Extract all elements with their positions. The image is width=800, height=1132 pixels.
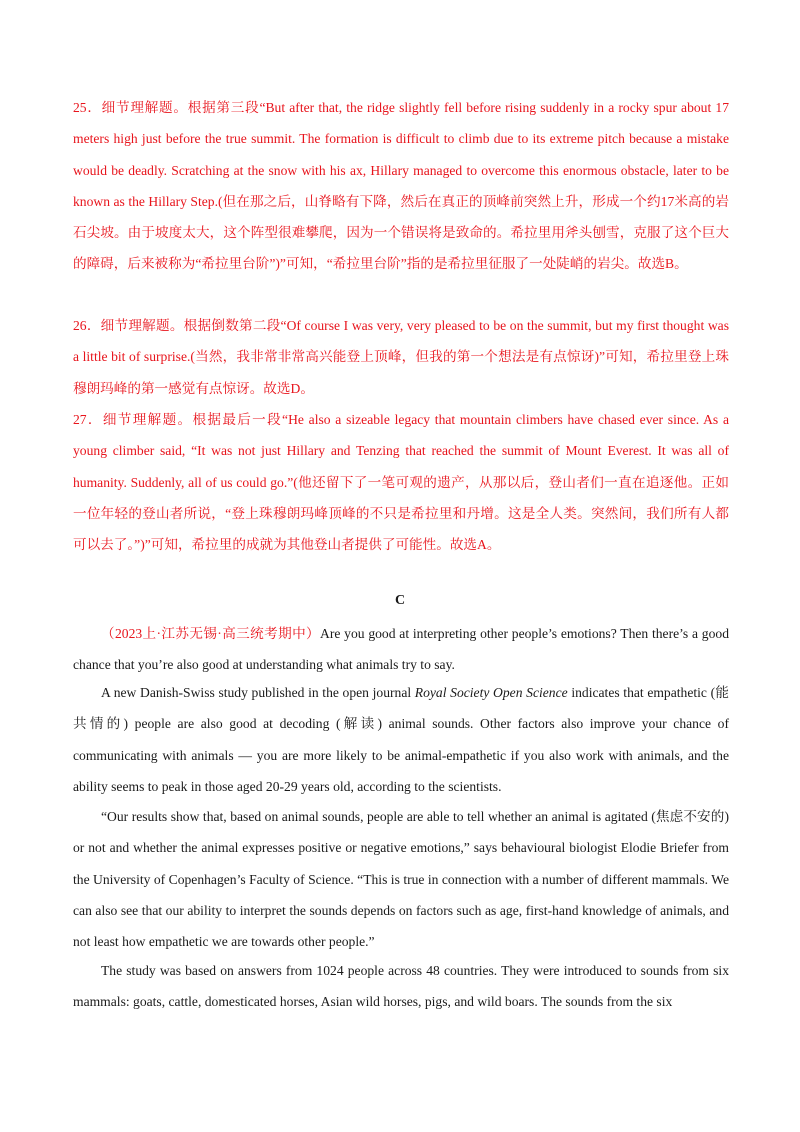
paragraph-2-rest: indicates that empathetic (能共情的) people are also good at decoding (解读) animal sounds. Other factors also improve your chance of communicating with animals — you are more likely to be animal-empathetic if you also work with animals, and the ability seems to peak in those aged 20-29 years old, according to the scientists. [73, 685, 729, 794]
passage-paragraph-4: The study was based on answers from 1024 people across 48 countries. They were introduced to sounds from six mammals: goats, cattle, domesticated horses, Asian wild horses, pigs, and wild boars. The sounds from the six [73, 963, 729, 1010]
passage-paragraph-2 [73, 677, 729, 802]
answer-25: 25．细节理解题。根据第三段“But after that, the ridge slightly fell before rising suddenly in a rocky spur about 17 meters high just before the true summit. The formation is difficult to climb due to its extreme pitch because a mistake would be deadly. Scratching at the snow with his ax, Hillary managed to overcome this enormous obstacle, later to be known as the Hillary Step.(但在那之后，山脊略有下降，然后在真正的顶峰前突然上升，形成一个约17米高的岩石尖坡。由于坡度太大，这个阵型很难攀爬，因为一个错误将是致命的。希拉里用斧头刨雪，克服了这个巨大的障碍，后来被称为“希拉里台阶”)”可知，“希拉里台阶”指的是希拉里征服了一处陡峭的岩尖。故选B。 [73, 100, 729, 272]
journal-title: Royal Society Open Science [414, 685, 568, 700]
passage-paragraph-3: “Our results show that, based on animal sounds, people are able to tell whether an animal is agitated (焦虑不安的) or not and whether the animal expresses positive or negative emotions,” says behavioural biologist Elodie Briefer from the University of Copenhagen’s Faculty of Science. “This is true in connection with a number of different mammals. We can also see that our ability to interpret the sounds depends on factors such as age, first-hand knowledge of animals, and not least how empathetic we are towards other people.” [73, 809, 729, 950]
answer-27: 27．细节理解题。根据最后一段“He also a sizeable legacy that mountain climbers have chased ever since. As a young climber said, “It was not just Hillary and Tenzing that reached the summit of Mount Everest. It was all of humanity. Suddenly, all of us could go.”(他还留下了一笔可观的遗产，从那以后，登山者们一直在追逐他。正如一位年轻的登山者所说，“登上珠穆朗玛峰顶峰的不只是希拉里和丹增。这是全人类。突然间，我们所有人都可以去了。”)”可知，希拉里的成就为其他登山者提供了可能性。故选A。 [73, 412, 729, 553]
paragraph-2-lead: A new Danish-Swiss study published in the open journal [101, 685, 415, 700]
question-source: （2023上·江苏无锡·高三统考期中） [101, 626, 321, 641]
section-heading: C [394, 593, 406, 608]
paragraph-1-text: Are you good at interpreting other people’s emotions? Then there’s a good chance that you’re also good at understanding what animals try to say. [73, 626, 729, 673]
answer-26: 26．细节理解题。根据倒数第二段“Of course I was very, very pleased to be on the summit, but my first thought was a little bit of surprise.(当然，我非常非常高兴能登上顶峰，但我的第一个想法是有点惊讶)”可知，希拉里登上珠穆朗玛峰的第一感觉有点惊讶。故选D。 [73, 318, 729, 396]
passage-paragraph-1 [73, 618, 729, 681]
